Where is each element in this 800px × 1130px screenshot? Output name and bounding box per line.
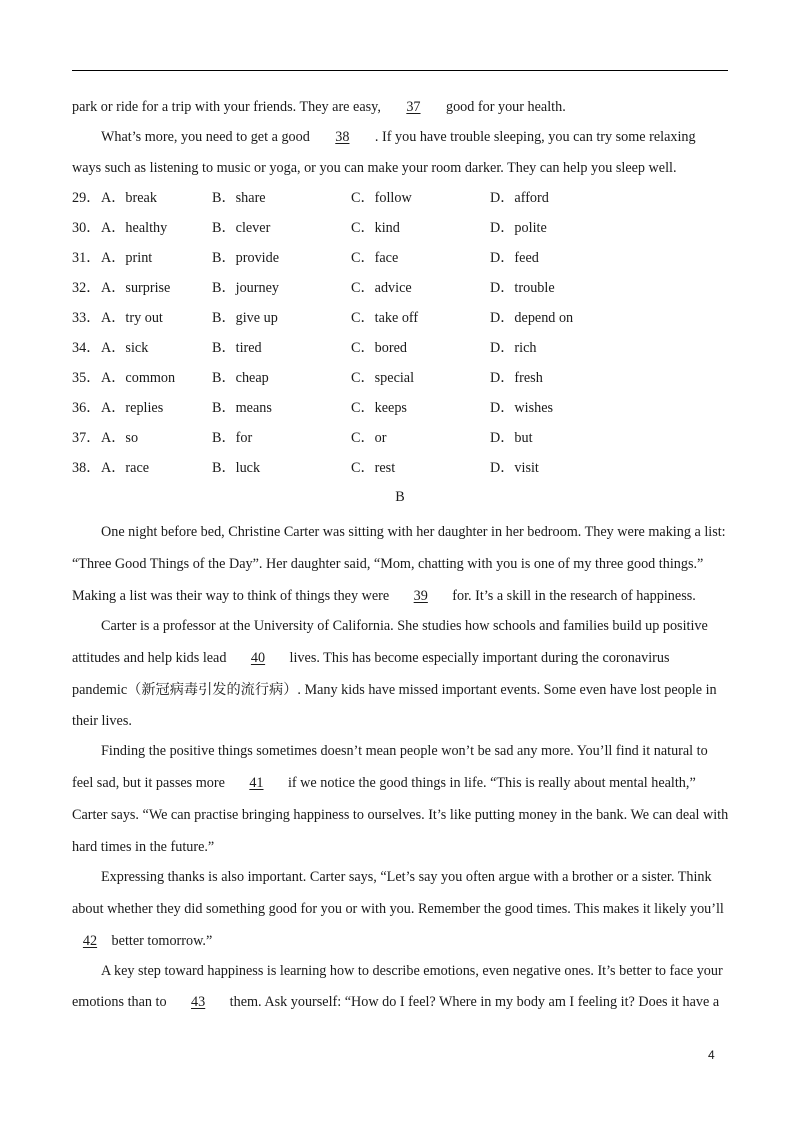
question-number: 32． [72,280,101,296]
header-rule [72,70,728,71]
question-number: 29． [72,190,101,206]
question-number: 36． [72,400,101,416]
question-number: 35． [72,370,101,386]
passage-line: about whether they did something good for you or with you. Remember the good times. This makes it likely you’ll [72,901,724,917]
text-run: park or ride for a trip with your friends. They are easy, [72,99,385,115]
option-c: C．follow [351,190,412,206]
option-d: D．polite [490,220,547,236]
question-number: 37． [72,430,101,446]
text-run: emotions than to [72,994,171,1010]
option-d: D．feed [490,250,539,266]
option-c: C．special [351,370,415,386]
option-b: B．give up [212,310,278,326]
question-number: 34． [72,340,101,356]
passage-line: ways such as listening to music or yoga, or you can make your room darker. They can help you sleep well. [72,160,677,176]
section-title: B [395,489,405,505]
passage-line: A key step toward happiness is learning how to describe emotions, even negative ones. It’s better to face your [101,963,723,979]
text-run: . If you have trouble sleeping, you can try some relaxing [371,129,696,145]
option-a: A．sick [101,340,149,356]
blank-42: 42 [82,933,98,949]
blank-41: 41 [249,775,264,791]
text-run: better tomorrow.” [108,933,213,949]
passage-line: their lives. [72,713,132,729]
option-d: D．fresh [490,370,543,386]
passage-line: Carter is a professor at the University of California. She studies how schools and families build up positive [101,618,708,634]
passage-line [72,774,696,792]
option-d: D．depend on [490,310,574,326]
option-b: B．share [212,190,266,206]
passage-line [101,128,696,146]
option-b: B．cheap [212,370,269,386]
text-run: Making a list was their way to think of things they were [72,588,393,604]
text-run: good for your health. [442,99,566,115]
page-number: 4 [708,1048,715,1062]
question-number: 33． [72,310,101,326]
option-d: D．wishes [490,400,554,416]
option-b: B．journey [212,280,279,296]
option-a: A．common [101,370,176,386]
text-run: if we notice the good things in life. “This is really about mental health,” [284,775,696,791]
option-a: A．replies [101,400,164,416]
text-run: feel sad, but it passes more [72,775,229,791]
question-number: 38． [72,460,101,476]
option-b: B．provide [212,250,279,266]
passage-line: One night before bed, Christine Carter was sitting with her daughter in her bedroom. They were making a list: [101,524,726,540]
option-a: A．print [101,250,153,266]
option-d: D．but [490,430,533,446]
option-a: A．try out [101,310,163,326]
question-number: 30． [72,220,101,236]
option-a: A．break [101,190,157,206]
option-b: B．tired [212,340,262,356]
option-b: B．luck [212,460,261,476]
blank-40: 40 [250,650,266,666]
option-c: C．kind [351,220,400,236]
text-run: them. Ask yourself: “How do I feel? Where in my body am I feeling it? Does it have a [226,994,720,1010]
passage-line [72,993,719,1011]
text-run: attitudes and help kids lead [72,650,230,666]
passage-line: Expressing thanks is also important. Carter says, “Let’s say you often argue with a brother or a sister. Think [101,869,712,885]
blank-38: 38 [335,129,350,145]
option-c: C．rest [351,460,396,476]
blank-39: 39 [413,588,428,604]
text-run: for. It’s a skill in the research of happiness. [448,588,696,604]
blank-37: 37 [406,99,421,115]
passage-line [72,649,670,667]
passage-line [72,932,212,950]
option-c: C．bored [351,340,407,356]
passage-line: hard times in the future.” [72,839,215,855]
passage-line: Carter says. “We can practise bringing happiness to ourselves. It’s like putting money in the bank. We can deal with [72,807,729,823]
blank-43: 43 [191,994,206,1010]
option-d: D．trouble [490,280,555,296]
passage-line [72,587,696,605]
text-run: lives. This has become especially important during the coronavirus [286,650,670,666]
question-number: 31． [72,250,101,266]
option-c: C．advice [351,280,412,296]
passage-line: “Three Good Things of the Day”. Her daughter said, “Mom, chatting with you is one of my three good things.” [72,556,704,572]
option-c: C．face [351,250,399,266]
passage-line: pandemic（新冠病毒引发的流行病）. Many kids have missed important events. Some even have lost people in [72,682,717,698]
option-c: C．or [351,430,387,446]
option-d: D．visit [490,460,539,476]
option-a: A．healthy [101,220,168,236]
option-a: A．race [101,460,150,476]
option-d: D．rich [490,340,537,356]
option-d: D．afford [490,190,549,206]
option-a: A．surprise [101,280,171,296]
passage-line [72,98,566,116]
text-run: What’s more, you need to get a good [101,129,314,145]
option-c: C．keeps [351,400,407,416]
option-b: B．means [212,400,272,416]
option-a: A．so [101,430,139,446]
option-c: C．take off [351,310,419,326]
passage-line: Finding the positive things sometimes doesn’t mean people won’t be sad any more. You’ll find it natural to [101,743,708,759]
option-b: B．for [212,430,253,446]
option-b: B．clever [212,220,271,236]
